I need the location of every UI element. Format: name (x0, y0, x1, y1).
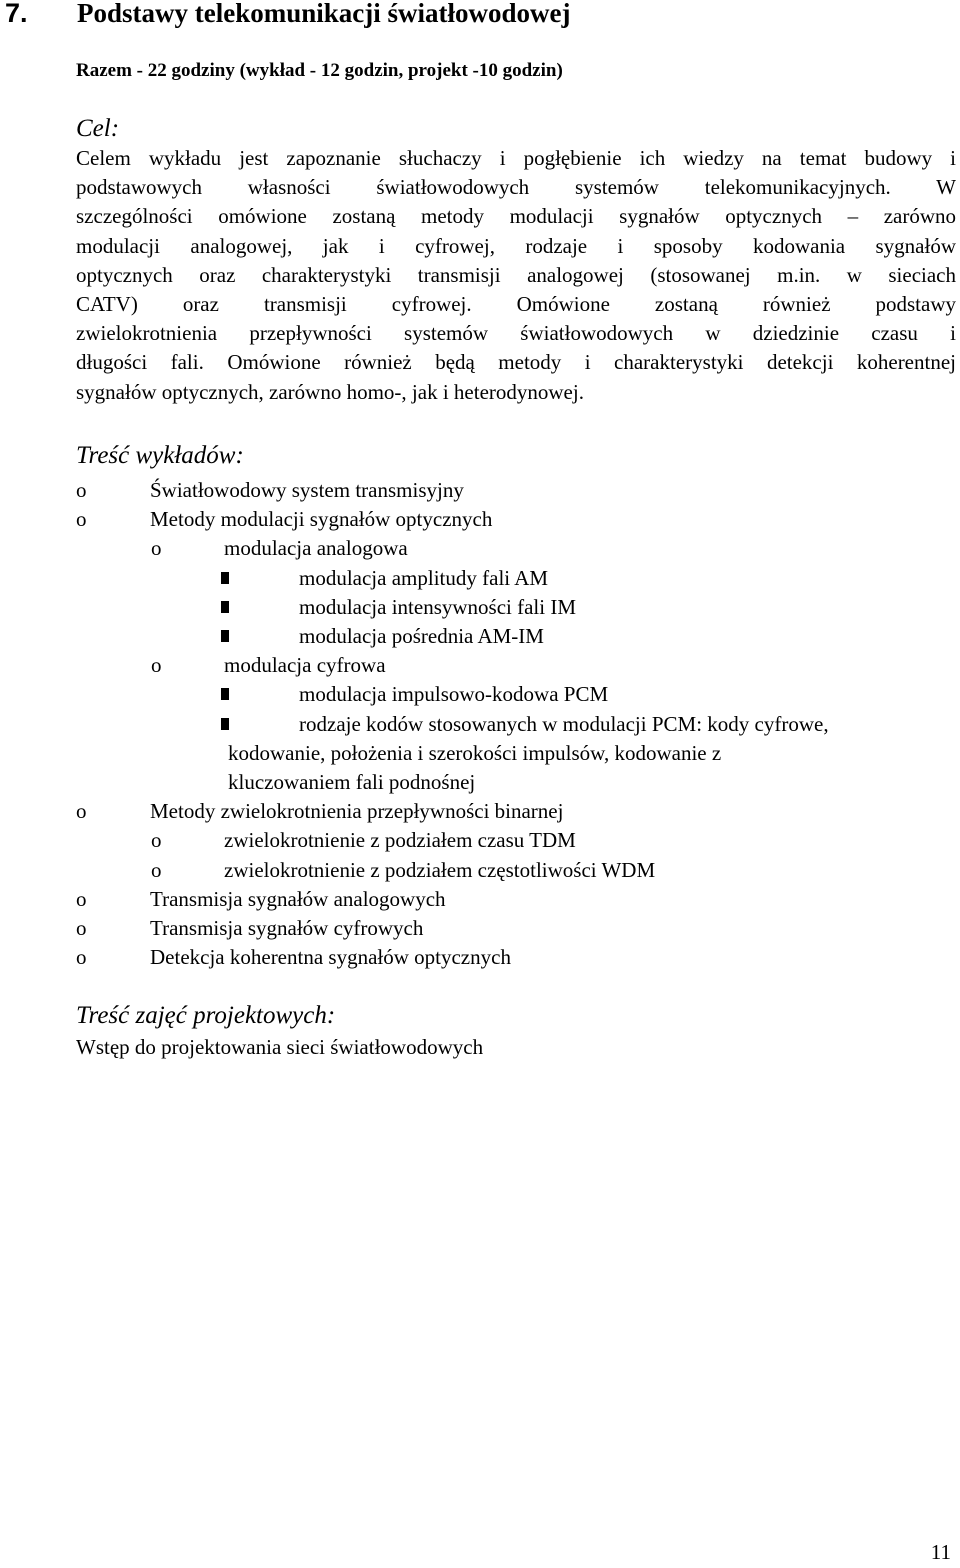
lecture-list-item (0, 476, 960, 505)
lectures-title: Treść wykładów: (76, 442, 244, 469)
lecture-list-item (0, 593, 960, 622)
page-number: 11 (930, 1540, 951, 1564)
lecture-list-item (0, 797, 960, 826)
goal-line: optycznych oraz charakterystyki transmisji analogowej (stosowanej m.in. w sieciach (76, 262, 956, 287)
lecture-item-text: modulacja intensywności fali IM (299, 594, 577, 619)
lecture-list-item (0, 826, 960, 855)
circle-bullet-icon: o (76, 507, 87, 532)
lecture-item-text: modulacja cyfrowa (224, 653, 386, 678)
goal-line: Celem wykładu jest zapoznanie słuchaczy i pogłębienie ich wiedzy na temat budowy i (76, 146, 956, 170)
goal-line: podstawowych własności światłowodowych systemów telekomunikacyjnych. W (76, 175, 956, 200)
lecture-item-text: kluczowaniem fali podnośnej (228, 770, 476, 794)
goal-line: modulacji analogowej, jak i cyfrowej, rodzaje i sposoby kodowania sygnałów (76, 233, 956, 258)
circle-bullet-icon: o (151, 857, 162, 882)
square-bullet-icon (221, 601, 229, 613)
circle-bullet-icon: o (151, 828, 162, 853)
goal-line: szczególności omówione zostaną metody modulacji sygnałów optycznych – zarówno (76, 204, 956, 229)
hours-summary: Razem - 22 godziny (wykład - 12 godzin, projekt -10 godzin) (76, 60, 563, 81)
goal-title: Cel: (76, 115, 120, 142)
lecture-item-text: Transmisja sygnałów cyfrowych (150, 916, 424, 940)
circle-bullet-icon: o (76, 945, 87, 970)
goal-line: sygnałów optycznych, zarówno homo-, jak i heterodynowej. (76, 379, 584, 404)
project-text: Wstęp do projektowania sieci światłowodowych (76, 1035, 484, 1059)
goal-line: długości fali. Omówione również będą metody i charakterystyki detekcji koherentnej (76, 350, 956, 375)
lecture-list-item (0, 914, 960, 943)
lecture-list-item (0, 564, 960, 593)
lecture-item-text: zwielokrotnienie z podziałem częstotliwości WDM (224, 857, 656, 882)
lecture-item-text: Detekcja koherentna sygnałów optycznych (150, 945, 511, 970)
lecture-list-item (0, 943, 960, 972)
goal-line: CATV) oraz transmisji cyfrowej. Omówione zostaną również podstawy (76, 291, 956, 316)
square-bullet-icon (221, 688, 229, 700)
circle-bullet-icon: o (76, 478, 87, 502)
lecture-list-item (0, 856, 960, 885)
lecture-item-text: Metody zwielokrotnienia przepływności binarnej (150, 799, 564, 824)
circle-bullet-icon: o (76, 916, 87, 940)
project-paragraph (76, 1033, 956, 1062)
square-bullet-icon (221, 718, 229, 730)
lecture-list-item (0, 710, 960, 739)
lecture-list-item (0, 768, 960, 797)
goal-paragraph (76, 144, 956, 407)
lecture-list-item (0, 680, 960, 709)
circle-bullet-icon: o (76, 799, 87, 824)
circle-bullet-icon: o (151, 653, 162, 678)
circle-bullet-icon: o (76, 886, 87, 911)
lecture-item-text: kodowanie, położenia i szerokości impulsów, kodowanie z (228, 740, 722, 765)
lecture-item-text: Transmisja sygnałów analogowych (150, 886, 446, 911)
project-title: Treść zajęć projektowych: (76, 1002, 336, 1029)
lecture-item-text: Światłowodowy system transmisyjny (150, 478, 464, 502)
lecture-list-item (0, 651, 960, 680)
lecture-list-item (0, 885, 960, 914)
lecture-item-text: zwielokrotnienie z podziałem czasu TDM (224, 828, 576, 853)
circle-bullet-icon: o (151, 536, 162, 561)
lecture-list-item (0, 505, 960, 534)
lecture-list-item (0, 534, 960, 563)
square-bullet-icon (221, 630, 229, 642)
lecture-item-text: modulacja analogowa (224, 536, 408, 561)
section-heading (5, 0, 571, 29)
goal-line: zwielokrotnienia przepływności systemów światłowodowych w dziedzinie czasu i (76, 321, 956, 346)
lecture-item-text: modulacja impulsowo-kodowa PCM (299, 682, 609, 707)
lecture-item-text: rodzaje kodów stosowanych w modulacji PCM: kody cyfrowe, (299, 711, 829, 736)
section-number: 7. (5, 0, 28, 28)
lecture-list-item (0, 739, 960, 768)
lecture-item-text: modulacja pośrednia AM-IM (299, 624, 544, 648)
lecture-item-text: Metody modulacji sygnałów optycznych (150, 507, 493, 532)
square-bullet-icon (221, 572, 229, 584)
lecture-item-text: modulacja amplitudy fali AM (299, 565, 549, 590)
section-title: Podstawy telekomunikacji światłowodowej (77, 0, 571, 28)
lecture-list-item (0, 622, 960, 651)
